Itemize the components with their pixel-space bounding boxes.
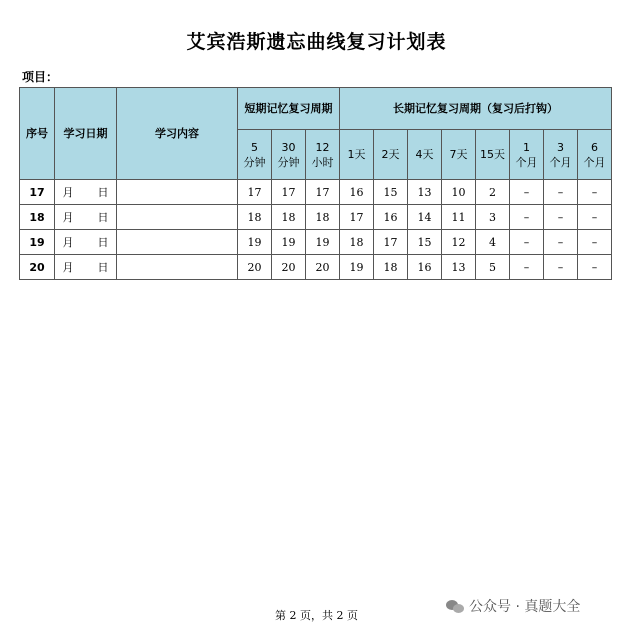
table-row <box>20 230 612 255</box>
long-term-cell[interactable]: – <box>510 230 544 255</box>
short-term-cell: 18 <box>306 205 340 230</box>
long-term-cell[interactable]: 17 <box>374 230 408 255</box>
long-term-cell[interactable]: 16 <box>374 205 408 230</box>
short-term-cell: 20 <box>306 255 340 280</box>
seq-cell: 17 <box>20 180 55 205</box>
project-label: 项目： <box>22 70 59 84</box>
page-footer: 第 2 页，共 2 页 <box>275 609 358 622</box>
long-term-cell[interactable]: 3 <box>476 205 510 230</box>
long-term-cell[interactable]: – <box>578 180 612 205</box>
long-term-cell[interactable]: – <box>510 205 544 230</box>
long-term-col-header: 15天 <box>476 130 510 180</box>
long-term-cell[interactable]: 15 <box>374 180 408 205</box>
long-term-cell[interactable]: 12 <box>442 230 476 255</box>
seq-cell: 19 <box>20 230 55 255</box>
content-cell[interactable] <box>117 180 238 205</box>
short-term-col-header: 30 分钟 <box>272 130 306 180</box>
long-term-cell[interactable]: – <box>544 205 578 230</box>
long-term-cell[interactable]: 19 <box>340 255 374 280</box>
page-title: 艾宾浩斯遗忘曲线复习计划表 <box>186 31 447 53</box>
short-term-cell: 19 <box>272 230 306 255</box>
long-term-col-header: 1 个月 <box>510 130 544 180</box>
long-term-cell[interactable]: 11 <box>442 205 476 230</box>
long-term-cell[interactable]: 2 <box>476 180 510 205</box>
header-row-top <box>20 88 612 130</box>
watermark-text: 公众号 · 真题大全 <box>469 599 581 615</box>
long-term-cell[interactable]: – <box>510 180 544 205</box>
long-term-cell[interactable]: – <box>544 255 578 280</box>
long-term-cell[interactable]: – <box>544 180 578 205</box>
long-term-cell[interactable]: 14 <box>408 205 442 230</box>
short-term-col-header: 5 分钟 <box>238 130 272 180</box>
content-cell[interactable] <box>117 230 238 255</box>
long-term-col-header: 3 个月 <box>544 130 578 180</box>
long-term-cell[interactable]: 13 <box>408 180 442 205</box>
long-term-cell[interactable]: – <box>578 230 612 255</box>
watermark <box>446 596 580 616</box>
long-term-col-header: 1天 <box>340 130 374 180</box>
review-plan-table <box>19 87 612 280</box>
table-row <box>20 205 612 230</box>
long-term-col-header: 7天 <box>442 130 476 180</box>
long-term-cell[interactable]: 5 <box>476 255 510 280</box>
long-term-cell[interactable]: 15 <box>408 230 442 255</box>
short-term-cell: 20 <box>238 255 272 280</box>
long-term-cell[interactable]: 18 <box>374 255 408 280</box>
short-term-cell: 17 <box>272 180 306 205</box>
long-term-cell[interactable]: 13 <box>442 255 476 280</box>
table-row <box>20 180 612 205</box>
long-term-col-header: 4天 <box>408 130 442 180</box>
long-term-col-header: 2天 <box>374 130 408 180</box>
long-term-group-header: 长期记忆复习周期（复习后打钩） <box>340 88 612 130</box>
date-header: 学习日期 <box>55 88 117 180</box>
wechat-icon <box>446 599 464 614</box>
long-term-col-header: 6 个月 <box>578 130 612 180</box>
content-header: 学习内容 <box>117 88 238 180</box>
short-term-cell: 20 <box>272 255 306 280</box>
short-term-cell: 17 <box>306 180 340 205</box>
date-cell[interactable]: 月 日 <box>55 205 117 230</box>
table-row <box>20 255 612 280</box>
short-term-col-header: 12 小时 <box>306 130 340 180</box>
long-term-cell[interactable]: – <box>510 255 544 280</box>
date-cell[interactable]: 月 日 <box>55 180 117 205</box>
long-term-cell[interactable]: 16 <box>408 255 442 280</box>
short-term-cell: 18 <box>272 205 306 230</box>
content-cell[interactable] <box>117 255 238 280</box>
long-term-cell[interactable]: 16 <box>340 180 374 205</box>
seq-cell: 18 <box>20 205 55 230</box>
seq-cell: 20 <box>20 255 55 280</box>
short-term-cell: 19 <box>306 230 340 255</box>
short-term-cell: 17 <box>238 180 272 205</box>
content-cell[interactable] <box>117 205 238 230</box>
date-cell[interactable]: 月 日 <box>55 230 117 255</box>
seq-header: 序号 <box>20 88 55 180</box>
date-cell[interactable]: 月 日 <box>55 255 117 280</box>
short-term-cell: 18 <box>238 205 272 230</box>
long-term-cell[interactable]: – <box>544 230 578 255</box>
long-term-cell[interactable]: 4 <box>476 230 510 255</box>
long-term-cell[interactable]: – <box>578 255 612 280</box>
short-term-cell: 19 <box>238 230 272 255</box>
long-term-cell[interactable]: – <box>578 205 612 230</box>
table-body <box>20 180 612 280</box>
long-term-cell[interactable]: 10 <box>442 180 476 205</box>
short-term-group-header: 短期记忆复习周期 <box>238 88 340 130</box>
long-term-cell[interactable]: 18 <box>340 230 374 255</box>
long-term-cell[interactable]: 17 <box>340 205 374 230</box>
